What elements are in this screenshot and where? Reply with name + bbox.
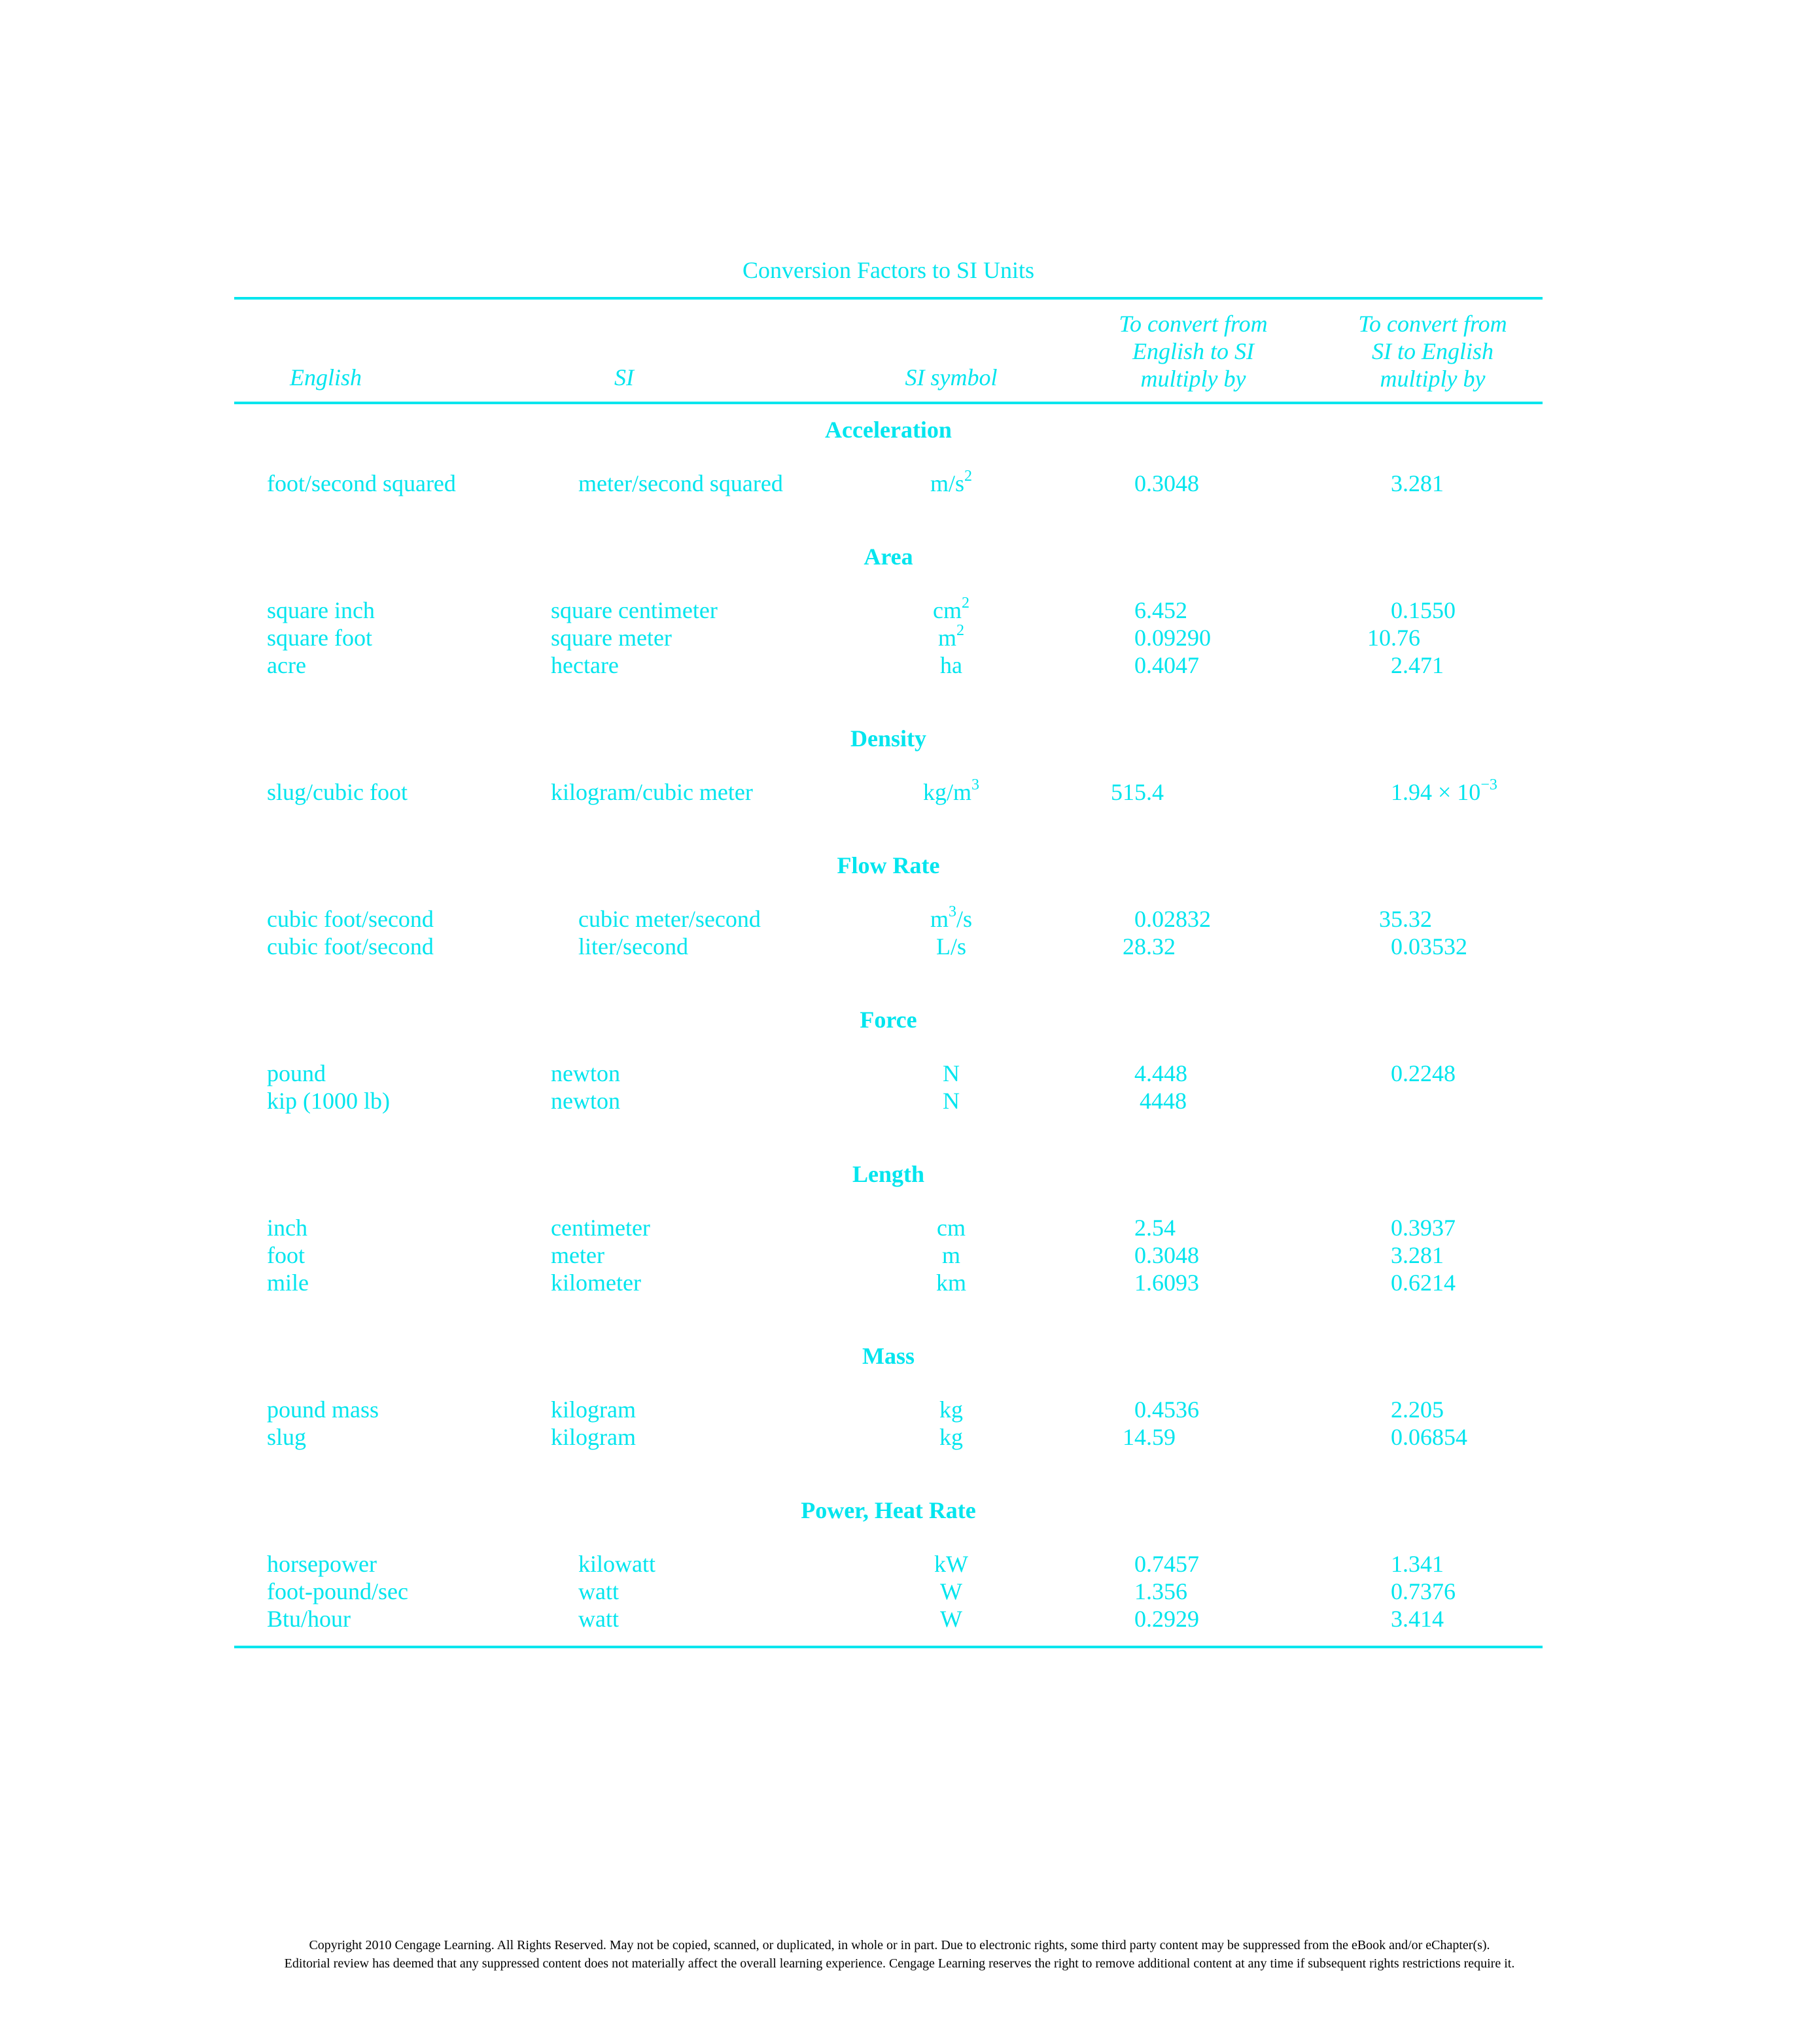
table-cell-english: Btu/hour bbox=[267, 1606, 351, 1632]
header-english: English bbox=[289, 364, 362, 390]
table-cell-e2s: 0.02832 bbox=[1134, 906, 1211, 932]
table-cell-symbol: $m^3/s$ bbox=[930, 903, 973, 932]
table-cell-symbol: kg bbox=[939, 1424, 963, 1450]
table-cell-symbol: N bbox=[943, 1088, 960, 1114]
header-s2e-line-3: multiply by bbox=[1380, 366, 1486, 392]
table-cell-si: watt bbox=[578, 1606, 619, 1632]
header-si-to-english bbox=[1302, 310, 1563, 392]
table-cell-si: newton bbox=[551, 1060, 620, 1086]
table-cell-e2s: 14.59 bbox=[1123, 1424, 1176, 1450]
table-title: Conversion Factors to SI Units bbox=[742, 257, 1034, 283]
table-cell-english: foot-pound/sec bbox=[267, 1578, 408, 1604]
header-s2e-line-2: SI to English bbox=[1372, 338, 1493, 364]
table-cell-english: pound bbox=[267, 1060, 326, 1086]
table-cell-symbol: $m/s^2$ bbox=[930, 468, 972, 496]
table-cell-si: kilowatt bbox=[578, 1551, 655, 1577]
table-cell-symbol: W bbox=[940, 1578, 962, 1604]
table-cell-e2s: 0.4536 bbox=[1134, 1396, 1199, 1423]
table-cell-s2e: 0.06854 bbox=[1391, 1424, 1467, 1450]
table-cell-symbol: m bbox=[941, 1242, 960, 1268]
table-cell-english: slug/cubic foot bbox=[267, 779, 408, 805]
table-cell-si: square centimeter bbox=[551, 597, 718, 623]
table-cell-si: kilogram/cubic meter bbox=[551, 779, 753, 805]
table-cell-si: newton bbox=[551, 1088, 620, 1114]
table-cell-symbol: ha bbox=[940, 652, 962, 678]
table-cell-si: hectare bbox=[551, 652, 619, 678]
table-cell-e2s: 0.3048 bbox=[1134, 1242, 1199, 1268]
table-cell-english: square foot bbox=[267, 625, 372, 651]
header-e2s-line-2: English to SI bbox=[1132, 338, 1254, 364]
table-cell-si: meter bbox=[551, 1242, 604, 1268]
header-si: SI bbox=[614, 364, 634, 390]
table-cell-english: horsepower bbox=[267, 1551, 377, 1577]
table-cell-s2e: 0.2248 bbox=[1391, 1060, 1456, 1086]
table-cell-e2s: 4448 bbox=[1140, 1088, 1187, 1114]
table-cell-si: liter/second bbox=[578, 933, 688, 960]
table-cell-s2e: 2.471 bbox=[1391, 652, 1444, 678]
table-cell-s2e: 0.6214 bbox=[1391, 1270, 1456, 1296]
table-cell-symbol: W bbox=[940, 1606, 962, 1632]
table-cell-e2s: 0.3048 bbox=[1134, 470, 1199, 496]
bottom-rule bbox=[234, 1646, 1543, 1648]
table-cell-english: foot bbox=[267, 1242, 305, 1268]
table-cell-english: foot/second squared bbox=[267, 470, 456, 496]
table-cell-s2e: 3.281 bbox=[1391, 1242, 1444, 1268]
table-cell-symbol: km bbox=[935, 1270, 966, 1296]
table-cell-s2e: 10.76 bbox=[1367, 625, 1420, 651]
top-rule bbox=[234, 297, 1543, 300]
table-cell-e2s: 6.452 bbox=[1134, 597, 1187, 623]
section-title-acceleration: Acceleration bbox=[825, 417, 952, 443]
section-title-force: Force bbox=[860, 1007, 917, 1033]
table-cell-e2s: 1.6093 bbox=[1134, 1270, 1199, 1296]
table-cell-symbol: $kg/m^3$ bbox=[922, 776, 979, 805]
table-cell-english: mile bbox=[267, 1270, 309, 1296]
table-cell-s2e: 3.414 bbox=[1391, 1606, 1444, 1632]
table-cell-english: inch bbox=[267, 1215, 307, 1241]
table-cell-english: square inch bbox=[267, 597, 375, 623]
section-title-power-heat-rate: Power, Heat Rate bbox=[801, 1497, 976, 1523]
table-cell-si: cubic meter/second bbox=[578, 906, 761, 932]
table-cell-s2e: 3.281 bbox=[1391, 470, 1444, 496]
section-title-length: Length bbox=[852, 1161, 925, 1187]
table-cell-english: cubic foot/second bbox=[267, 933, 434, 960]
table-cell-s2e: 2.205 bbox=[1391, 1396, 1444, 1423]
header-s2e-line-1: To convert from bbox=[1358, 311, 1507, 337]
section-title-area: Area bbox=[864, 544, 913, 570]
table-cell-symbol: $cm^2$ bbox=[933, 595, 969, 623]
header-e2s-line-3: multiply by bbox=[1140, 366, 1246, 392]
section-title-density: Density bbox=[850, 725, 926, 752]
table-cell-si: kilogram bbox=[551, 1396, 636, 1423]
table-cell-e2s: 28.32 bbox=[1123, 933, 1176, 960]
table-cell-s2e: 0.7376 bbox=[1391, 1578, 1456, 1604]
footer-line-2: Editorial review has deemed that any suppressed content does not materially affect the overall learning experience. Cengage Learning reserves the right to remove additional content at any time if subsequent rights restrictions require it. bbox=[284, 1956, 1515, 1971]
section-title-flow-rate: Flow Rate bbox=[837, 852, 940, 878]
table-cell-e2s: 1.356 bbox=[1134, 1578, 1187, 1604]
table-cell-s2e: 0.03532 bbox=[1391, 933, 1467, 960]
table-cell-e2s: 4.448 bbox=[1134, 1060, 1187, 1086]
table-cell-e2s: 515.4 bbox=[1111, 779, 1164, 805]
header-e2s-line-1: To convert from bbox=[1119, 311, 1268, 337]
table-cell-english: slug bbox=[267, 1424, 307, 1450]
header-english-to-si bbox=[1062, 310, 1324, 392]
table-cell-s2e: 0.3937 bbox=[1391, 1215, 1456, 1241]
table-cell-symbol: kW bbox=[934, 1551, 968, 1577]
table-cell-symbol: kg bbox=[939, 1396, 963, 1423]
table-cell-s2e: 1.341 bbox=[1391, 1551, 1444, 1577]
header-rule bbox=[234, 402, 1543, 404]
table-cell-english: cubic foot/second bbox=[267, 906, 434, 932]
table-cell-e2s: 2.54 bbox=[1134, 1215, 1176, 1241]
table-cell-english: kip (1000 lb) bbox=[267, 1088, 390, 1114]
table-cell-english: acre bbox=[267, 652, 306, 678]
table-cell-si: square meter bbox=[551, 625, 672, 651]
table-cell-si: watt bbox=[578, 1578, 619, 1604]
table-cell-symbol: L/s bbox=[935, 933, 966, 960]
table-cell-s2e: $1.94 \times 10^{-3}$ bbox=[1391, 776, 1497, 805]
table-cell-s2e: 35.32 bbox=[1379, 906, 1432, 932]
table-cell-e2s: 0.2929 bbox=[1134, 1606, 1199, 1632]
table-cell-e2s: 0.4047 bbox=[1134, 652, 1199, 678]
footer-line-1: Copyright 2010 Cengage Learning. All Rights Reserved. May not be copied, scanned, or duplicated, in whole or in part. Due to electronic rights, some third party content may be suppressed from the eBook and/or eChapter(s). bbox=[309, 1938, 1490, 1952]
section-title-mass: Mass bbox=[862, 1343, 915, 1369]
table-cell-si: centimeter bbox=[551, 1215, 650, 1241]
table-cell-s2e: 0.1550 bbox=[1391, 597, 1456, 623]
table-cell-english: pound mass bbox=[267, 1396, 379, 1423]
table-cell-symbol: cm bbox=[937, 1215, 966, 1241]
table-cell-si: kilometer bbox=[551, 1270, 641, 1296]
table-cell-symbol: N bbox=[943, 1060, 960, 1086]
header-si-symbol: SI symbol bbox=[905, 364, 998, 390]
table-cell-symbol: $m^2$ bbox=[937, 622, 964, 651]
table-cell-e2s: 0.7457 bbox=[1134, 1551, 1199, 1577]
table-cell-e2s: 0.09290 bbox=[1134, 625, 1211, 651]
table-cell-si: kilogram bbox=[551, 1424, 636, 1450]
table-cell-si: meter/second squared bbox=[578, 470, 783, 496]
copyright-footer bbox=[98, 1936, 1701, 1973]
